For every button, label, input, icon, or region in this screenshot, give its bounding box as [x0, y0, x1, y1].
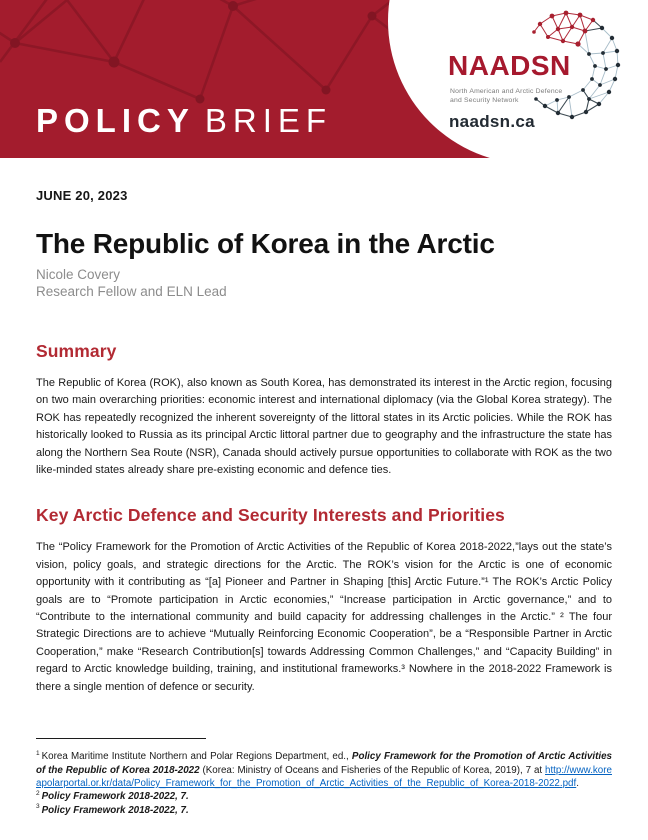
summary-paragraph: The Republic of Korea (ROK), also known as South Korea, has demonstrated its interest in the Arctic region, focusing on two main overarching priorities: economic interest and international diplomacy (via the Global Korea strategy). The ROK has repeatedly recognized the inherent sovereignty of the littoral states in its Arctic policies. While the ROK has historically looked to Russia as its principal Arctic littoral partner due to geography and the infrastructure the state has along the Northern Sea Route (NSR), Canada should actively pursue opportunities to collaborate with ROK as the two like-minded states already share pre-existing economic and defence ties.: [36, 377, 612, 477]
naadsn-tagline-line1: North American and Arctic Defence: [450, 88, 563, 95]
naadsn-tagline: [450, 87, 562, 105]
author-role: Research Fellow and ELN Lead: [36, 284, 227, 299]
footnote-1-marker: 1: [36, 749, 40, 757]
banner-title-brief: BRIEF: [204, 102, 333, 139]
key-interests-heading: Key Arctic Defence and Security Interests and Priorities: [36, 505, 505, 526]
footnote-1-text2: (Korea: Ministry of Oceans and Fisheries of the Republic of Korea, 2019), 7 at: [199, 764, 545, 776]
footnote-2: [36, 790, 612, 803]
document-content: [0, 158, 648, 817]
footnote-1-title: Policy Framework for the Promotion of Arctic Activities of the Republic of Korea 2018-2022: [36, 751, 612, 776]
footnote-3-marker: 3: [36, 803, 40, 811]
banner-title-policy: POLICY: [36, 102, 195, 139]
naadsn-website-link[interactable]: naadsn.ca: [449, 112, 535, 131]
footnote-separator: [36, 738, 206, 739]
footnote-1-tail: .: [576, 777, 579, 789]
header-banner: [0, 0, 648, 162]
footnotes: [36, 750, 612, 817]
footnote-3: [36, 804, 612, 817]
publication-date: JUNE 20, 2023: [36, 188, 128, 203]
summary-heading: Summary: [36, 341, 117, 361]
footnote-2-tail: , 7.: [175, 791, 189, 803]
naadsn-tagline-line2: and Security Network: [450, 97, 519, 104]
key-interests-paragraph: The “Policy Framework for the Promotion of Arctic Activities of the Republic of Korea 2018-2022,”lays out the state’s vision, policy goals, and strategic directions for the Arctic. The ROK’s vision for the Arctic is one of economic opportunity with it contributing as “[a] Pioneer and Partner in Shaping [this] Arctic Future.”¹ The ROK’s Arctic Policy goals are to “Promote participation in Arctic economies,” “Increase participation in Arctic governance,” and to “Contribute to the international community and build capacity for addressing challenges in the Arctic.” ² The four Strategic Directions are to achieve “Mutually Reinforcing Economic Cooperation”, be a “Responsible Partner in Arctic Cooperation,” make “Research Contribution[s] towards Addressing Common Challenges,” and “Capacity Building” in regard to Arctic knowledge building, training, and institutional frameworks.³ Nowhere in the 2018-2022 Framework is there a single mention of defence or security.: [36, 541, 612, 693]
footnote-1-text: Korea Maritime Institute Northern and Polar Regions Department, ed.,: [41, 751, 352, 763]
author-name: Nicole Covery: [36, 267, 121, 282]
footnote-1: [36, 750, 612, 790]
footnote-3-tail: , 7.: [175, 804, 189, 816]
footnote-3-title: Policy Framework 2018-2022: [41, 804, 176, 816]
footnote-2-marker: 2: [36, 790, 40, 798]
document-title: The Republic of Korea in the Arctic: [36, 228, 495, 259]
naadsn-wordmark: NAADSN: [448, 50, 571, 81]
banner-title: [36, 102, 332, 140]
footnote-1-url-link[interactable]: http://www.koreapolarportal.or.kr/data/Policy_Framework_for_the_Promotion_of_Arctic_Activities_of_the_Republic_of_Korea-2018-2022.pdf: [36, 764, 612, 789]
footnote-2-title: Policy Framework 2018-2022: [41, 791, 176, 803]
